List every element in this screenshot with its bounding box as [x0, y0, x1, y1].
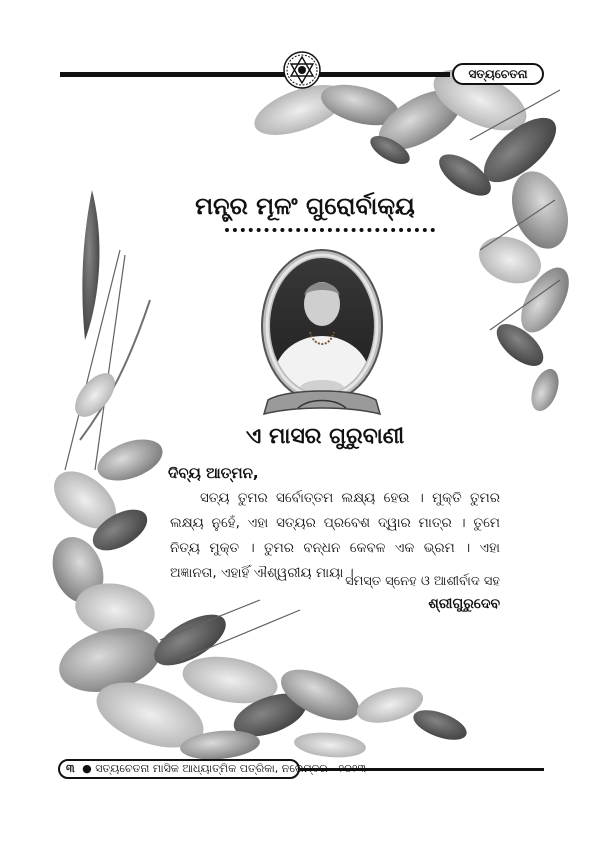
star-om-emblem-icon [282, 50, 322, 90]
guru-portrait [258, 248, 386, 422]
section-subtitle: ଏ ମାସର ଗୁରୁବାଣୀ [245, 424, 405, 449]
page-title: ମନ୍ତ୍ର ମୂଳଂ ଗୁରୋର୍ବାକ୍ୟ [195, 192, 415, 220]
closing-line: ସମସ୍ତ ସ୍ନେହ ଓ ଆଶୀର୍ବାଦ ସହ [345, 574, 500, 589]
footer-text: ● ସତ୍ୟଚେତନା ମାସିକ ଆଧ୍ୟାତ୍ମିକ ପତ୍ରିକା, ନଭେମ୍ବର - ୨୦୨୩ [82, 762, 367, 775]
salutation: ଦିବ୍ୟ ଆତ୍ମନ, [168, 464, 259, 482]
magazine-name-badge: ସତ୍ୟଚେତନା [452, 63, 544, 85]
title-dotted-underline [225, 228, 435, 232]
left-leaf-cluster [43, 190, 168, 643]
page-number: ୩ [66, 762, 75, 775]
footer-info [58, 759, 367, 779]
signature: ଶ୍ରୀଗୁରୁଦେବ [428, 596, 500, 612]
header-rule [60, 72, 450, 77]
message-body: ସତ୍ୟ ତୁମର ସର୍ବୋତ୍ତମ ଲକ୍ଷ୍ୟ ହେଉ । ମୁକ୍ତି ତୁମର ଲକ୍ଷ୍ୟ ନୁହେଁ, ଏହା ସତ୍ୟର ପ୍ରବେଶ ଦ୍ୱାର ମାତ୍ର । ତୁମେ ନିତ୍ୟ ମୁକ୍ତ । ତୁମର ବନ୍ଧନ କେବଳ ଏକ ଭ୍ରମ । ଏହା ଅଜ୍ଞାନତା, ଏହାହିଁ ଐଶ୍ୱରୀୟ ମାୟା । [170, 490, 500, 581]
